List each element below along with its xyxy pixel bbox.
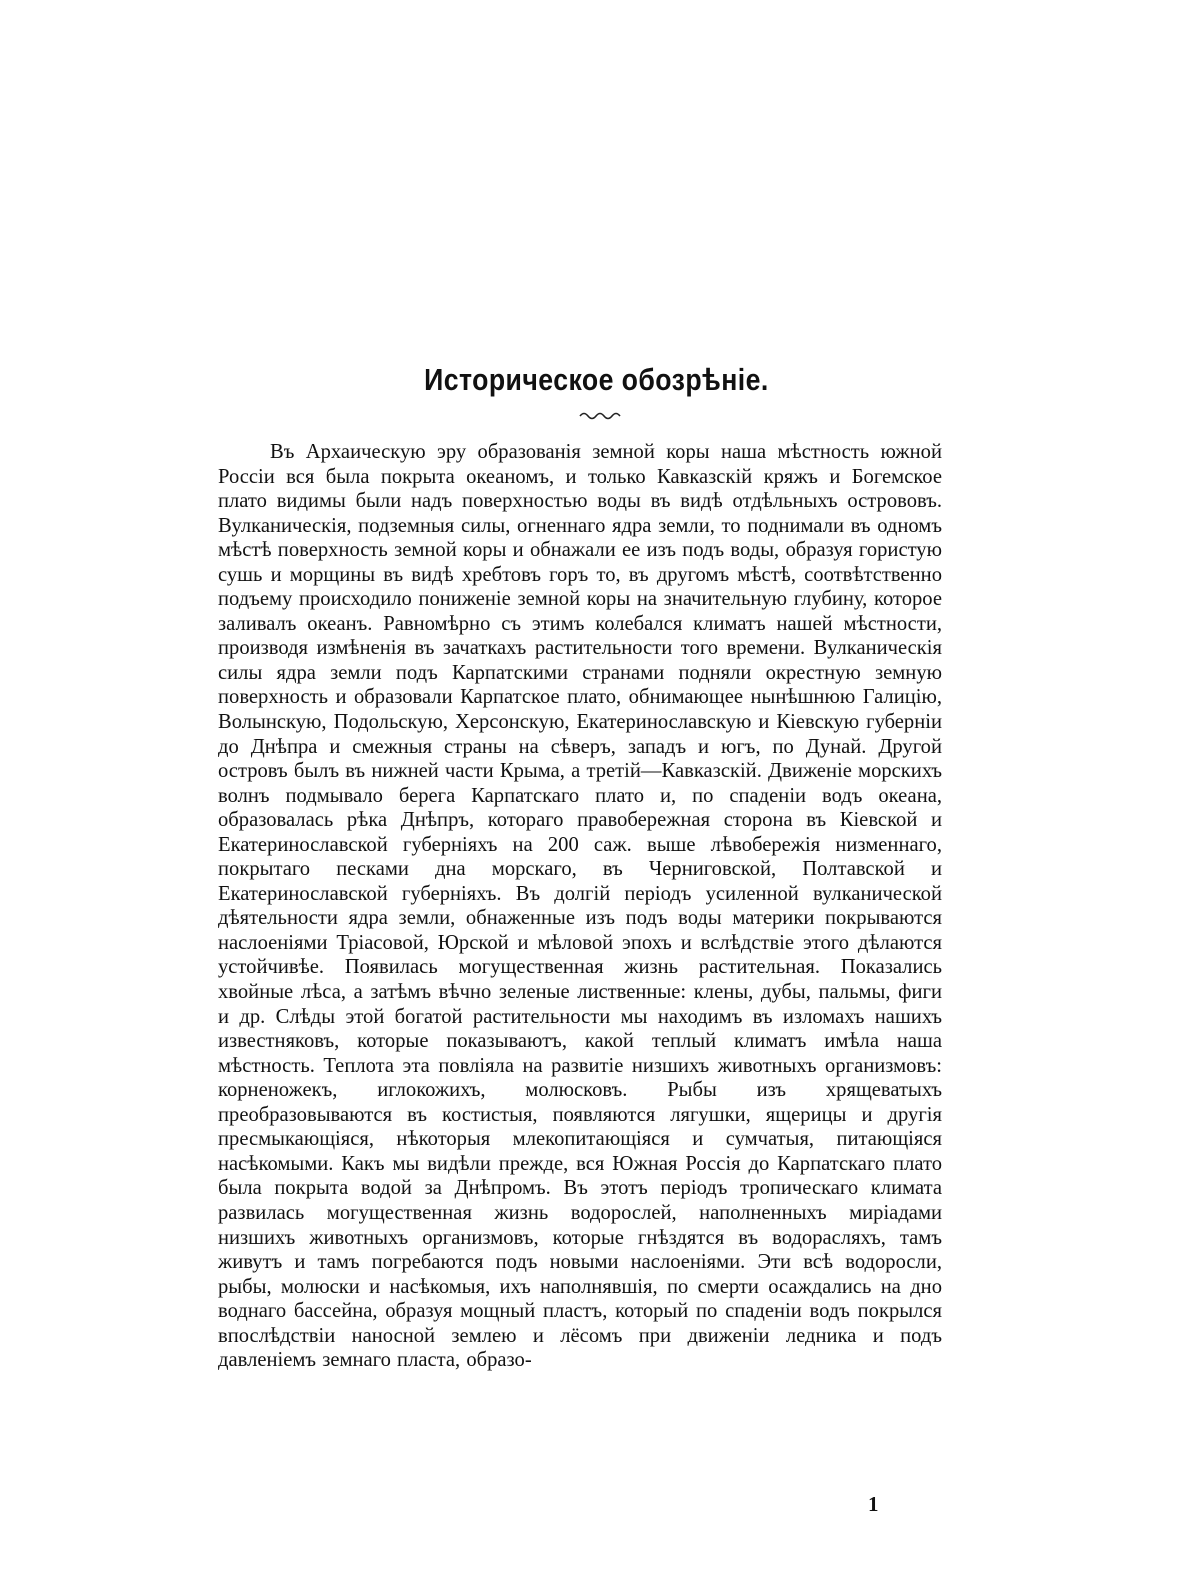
- page-title: Историческое обозрѣніе.: [424, 362, 769, 397]
- wave-ornament-icon: [578, 408, 622, 422]
- body-paragraph: Въ Архаическую эру образованія земной коры наша мѣстность южной Россіи вся была покрыта океаномъ, и только Кавказскій кряжъ и Богемское плато видимы были надъ поверхностью воды въ видѣ отдѣльныхъ острововъ. Вулканическія, подземныя силы, огненнаго ядра земли, то поднимали въ одномъ мѣстѣ поверхность земной коры и обнажали ее изъ подъ воды, образуя гористую сушь и морщины въ видѣ хребтовъ горъ то, въ другомъ мѣстѣ, соотвѣтственно подъему происходило пониженіе земной коры на значительную глубину, которое заливалъ океанъ. Равномѣрно съ этимъ колебался климатъ нашей мѣстности, производя измѣненія въ зачаткахъ растительности того времени. Вулканическія силы ядра земли подъ Карпатскими странами подняли окрестную земную поверхность и образовали Карпатское плато, обнимающее нынѣшнюю Галицію, Волынскую, Подольскую, Херсонскую, Екатеринославскую и Кіевскую губерніи до Днѣпра и смежныя страны на сѣверъ, западъ и югъ, по Дунай. Другой островъ былъ въ нижней части Крыма, а третій—Кавказскій. Движеніе морскихъ волнъ подмывало берега Карпатскаго плато и, по спаденіи водъ океана, образовалась рѣка Днѣпръ, котораго правобережная сторона въ Кіевской и Екатеринославской губерніяхъ на 200 саж. выше лѣвобережія низменнаго, покрытаго песками дна морскаго, въ Черниговской, Полтавской и Екатеринославской губерніяхъ. Въ долгій періодъ усиленной вулканической дѣятельности ядра земли, обнаженные изъ подъ воды материки покрываются наслоеніями Тріасовой, Юрской и мѣловой эпохъ и вслѣдствіе этого дѣлаются устойчивѣе. Появилась могущественная жизнь растительная. Показались хвойные лѣса, а затѣмъ вѣчно зеленые лиственные: клены, дубы, пальмы, фиги и др. Слѣды этой богатой растительности мы находимъ въ изломахъ нашихъ известняковъ, которые показываютъ, какой теплый климатъ имѣла наша мѣстность. Теплота эта повліяла на развитіе низшихъ животныхъ организмовъ: корненожекъ, иглокожихъ, молюсковъ. Рыбы изъ хрящеватыхъ преобразовываются въ костистыя, появляются лягушки, ящерицы и другія пресмыкающіяся, нѣкоторыя млекопитающіяся и сумчатыя, питающіяся насѣкомыми. Какъ мы видѣли прежде, вся Южная Россія до Карпатскаго плато была покрыта водой за Днѣпромъ. Въ этотъ періодъ тропическаго климата развилась могущественная жизнь водорослей, наполненныхъ миріадами низшихъ животныхъ организмовъ, которые гнѣздятся въ водорасляхъ, тамъ живутъ и тамъ погребаются подъ новыми наслоеніями. Эти всѣ водоросли, рыбы, молюски и насѣкомыя, ихъ наполнявшія, по смерти осаждались на дно воднаго бассейна, образуя мощный пластъ, который по спаденіи водъ покрылся впослѣдствіи наносной землею и лёсомъ при движеніи ледника и подъ давленіемъ земнаго пласта, образо-: [218, 441, 942, 1372]
- page-number: 1: [868, 1492, 879, 1516]
